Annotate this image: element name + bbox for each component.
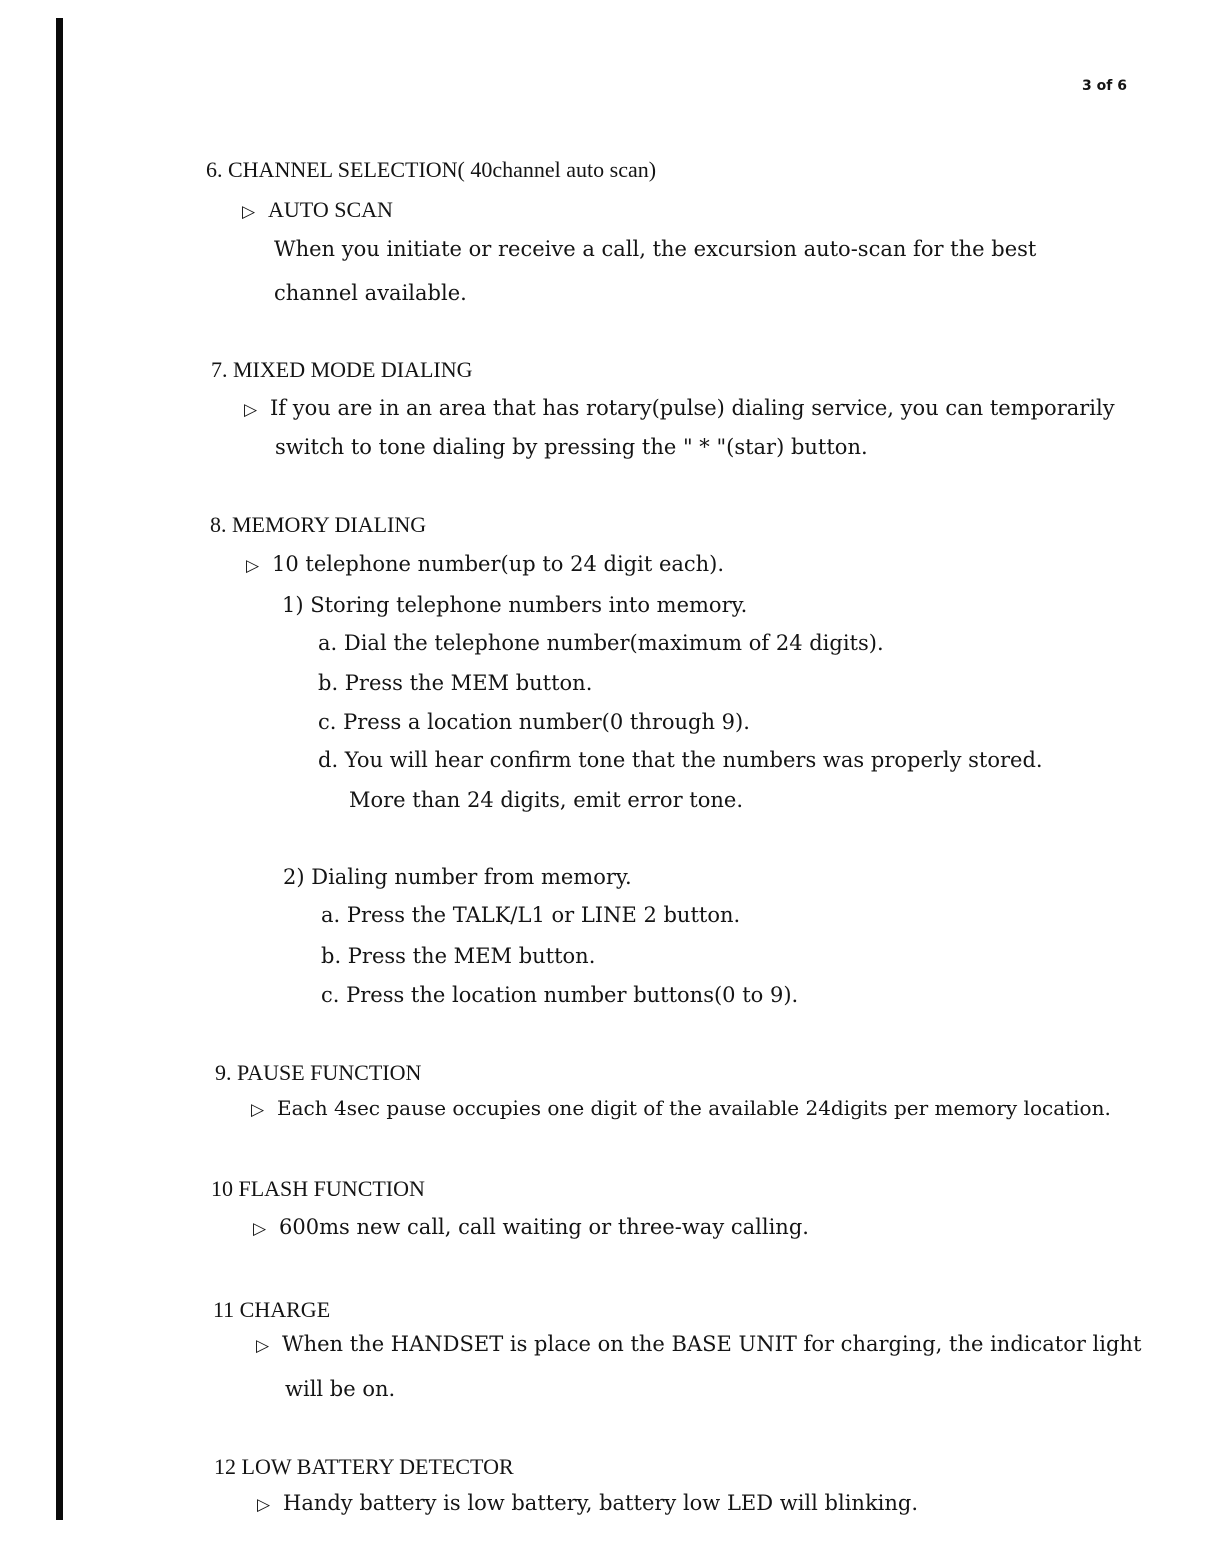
section-6-body-line-1: When you initiate or receive a call, the excursion auto-scan for the best — [274, 237, 1037, 261]
section-7-bullet-continuation: switch to tone dialing by pressing the " * "(star) button. — [275, 435, 868, 459]
page-number: 3 of 6 — [1082, 78, 1127, 94]
section-10-heading: 10 FLASH FUNCTION — [211, 1176, 425, 1201]
section-8-sub1-item-a: a. Dial the telephone number(maximum of 24 digits). — [318, 631, 884, 655]
triangle-bullet-icon: ▷ — [257, 1495, 271, 1515]
section-8-sub2-item-a: a. Press the TALK/L1 or LINE 2 button. — [321, 903, 741, 927]
section-8-sub1-item-b: b. Press the MEM button. — [318, 671, 593, 695]
section-8-sub2-item-c: c. Press the location number buttons(0 to 9). — [321, 983, 799, 1007]
section-11-bullet-continuation: will be on. — [285, 1377, 396, 1401]
section-7-bullet-item: ▷ If you are in an area that has rotary(pulse) dialing service, you can temporarily — [244, 395, 1115, 423]
section-11-bullet-item: ▷ When the HANDSET is place on the BASE UNIT for charging, the indicator light — [256, 1331, 1141, 1359]
binding-bar — [56, 18, 63, 1520]
section-8-heading: 8. MEMORY DIALING — [210, 512, 427, 537]
section-11-heading: 11 CHARGE — [213, 1297, 331, 1322]
section-12-heading: 12 LOW BATTERY DETECTOR — [214, 1454, 514, 1479]
triangle-bullet-icon: ▷ — [253, 1219, 267, 1239]
section-12-bullet-item: ▷ Handy battery is low battery, battery low LED will blinking. — [257, 1490, 918, 1518]
section-9-heading: 9. PAUSE FUNCTION — [215, 1060, 422, 1085]
triangle-bullet-icon: ▷ — [251, 1100, 265, 1120]
section-10-bullet-item: ▷ 600ms new call, call waiting or three-way calling. — [253, 1214, 809, 1242]
section-8-sub1-item-d-continuation: More than 24 digits, emit error tone. — [349, 788, 743, 812]
section-6-heading: 6. CHANNEL SELECTION( 40channel auto scan) — [206, 157, 657, 182]
triangle-bullet-icon: ▷ — [246, 556, 260, 576]
section-6-body-line-2: channel available. — [274, 281, 467, 305]
section-8-sub2-item-b: b. Press the MEM button. — [321, 944, 596, 968]
section-8-sub2-title: 2) Dialing number from memory. — [283, 865, 632, 889]
section-8-sub1-title: 1) Storing telephone numbers into memory. — [282, 593, 748, 617]
triangle-bullet-icon: ▷ — [242, 202, 256, 222]
triangle-bullet-icon: ▷ — [256, 1336, 270, 1356]
section-8-sub1-item-c: c. Press a location number(0 through 9). — [318, 710, 750, 734]
section-9-bullet-item: ▷ Each 4sec pause occupies one digit of the available 24digits per memory location. — [251, 1095, 1111, 1123]
section-7-heading: 7. MIXED MODE DIALING — [211, 357, 473, 382]
section-6-bullet-item: ▷ AUTO SCAN — [242, 197, 393, 225]
triangle-bullet-icon: ▷ — [244, 400, 258, 420]
section-8-bullet-item: ▷ 10 telephone number(up to 24 digit each). — [246, 551, 724, 579]
section-8-sub1-item-d: d. You will hear confirm tone that the numbers was properly stored. — [318, 748, 1043, 772]
